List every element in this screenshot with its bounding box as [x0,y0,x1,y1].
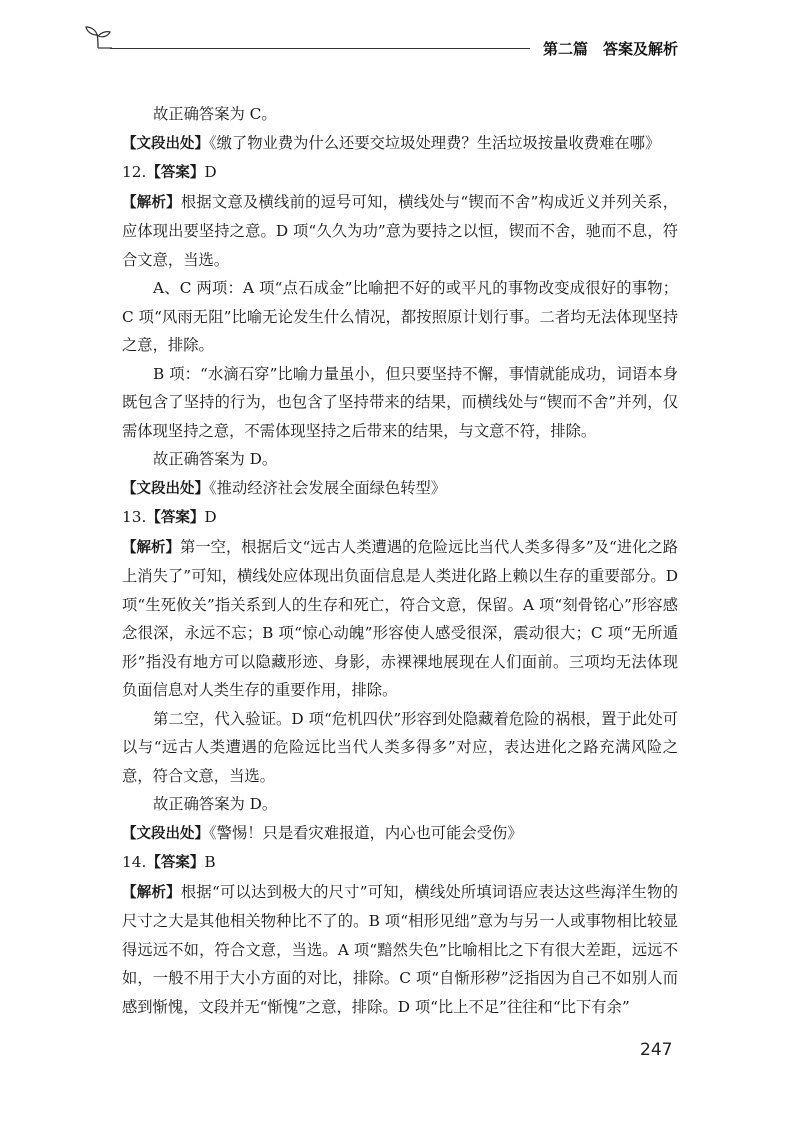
paragraph-text: 第二空，代入验证。D 项“危机四伏”形容到处隐藏着危险的祸根，置于此处可以与“远古人类遭遇的危险远比当代人类多得多”对应，表达进化之路充满风险之意，符合文意，当选。 [122,709,678,785]
paragraph [122,533,678,705]
paragraph-text: 《缴了物业费为什么还要交垃圾处理费？生活垃圾按量收费难在哪》 [209,133,661,152]
section-tag: 【文段出处】 [122,135,209,152]
paragraph [122,474,678,504]
paragraph-text: 故正确答案为 D。 [153,795,278,813]
paragraph [122,129,678,159]
paragraph [122,848,678,878]
section-tag: 【解析】 [122,539,181,556]
paragraph [122,790,678,819]
paragraph [122,360,678,446]
paragraph [122,503,678,533]
paragraph [122,819,678,849]
paragraph [122,445,678,474]
paragraph-text: D [204,163,217,181]
paragraph-text: A、C 两项：A 项“点石成金”比喻把不好的或平凡的事物改变成很好的事物；C 项“风雨无阻”比喻无论发生什么情况，都按照原计划行事。二者均无法体现坚持之意，排除。 [122,279,678,354]
paragraph-text: 故正确答案为 D。 [153,450,278,468]
section-tag: 【答案】 [146,855,205,871]
page-header [0,0,800,70]
paragraph-text: 《警惕！只是看灾难报道，内心也可能会受伤》 [209,823,523,842]
page-body [122,100,678,1021]
paragraph-text: 第一空，根据后文“远古人类遭遇的危险远比当代人类多得多”及“进化之路上消失了”可知，横线处应体现出负面信息是人类进化路上赖以生存的重要部分。D 项“生死攸关”指关系到人的生存和死亡，符合文意，保留。A 项“刻骨铭心”形容感念很深，永远不忘；B 项“惊心动魄”形容使人感受很深，震动很大；C 项“无所遁形”指没有地方可以隐藏形迹、身影，赤裸裸地展现在人们面前。三项均无法体现负面信息对人类生存的重要作用，排除。 [122,537,679,699]
header-rule [110,48,530,49]
paragraph [122,274,678,360]
question-number: 12. [122,163,147,181]
paragraph [122,878,678,1022]
section-tag: 【解析】 [122,884,181,901]
section-tag: 【文段出处】 [122,825,209,842]
section-tag: 【解析】 [122,194,181,211]
paragraph-text: 根据文意及横线前的逗号可知，横线处与“锲而不舍”构成近义并列关系，应体现出要坚持之意。D 项“久久为功”意为要持之以恒，锲而不舍，驰而不息，符合文意，当选。 [122,192,678,269]
paragraph-text: B 项：“水滴石穿”比喻力量虽小，但只要坚持不懈，事情就能成功，词语本身既包含了坚持的行为，也包含了坚持带来的结果，而横线处与“锲而不舍”并列，仅需体现坚持之意，不需体现坚持之后带来的结果，与文意不符，排除。 [122,364,678,440]
paragraph-text: 故正确答案为 C。 [153,105,277,123]
section-tag: 【文段出处】 [122,480,209,497]
question-number: 14. [122,853,147,871]
section-tag: 【答案】 [146,165,205,181]
header-title: 第二篇 答案及解析 [543,40,679,58]
paragraph [122,188,678,275]
question-number: 13. [122,508,147,526]
section-tag: 【答案】 [146,510,205,526]
paragraph-text: D [204,508,217,526]
paragraph [122,158,678,188]
paragraph-text: 根据“可以达到极大的尺寸”可知，横线处所填词语应表达这些海洋生物的尺寸之大是其他相关物种比不了的。B 项“相形见绌”意为与另一人或事物相比较显得远远不如，符合文意，当选。A 项“黯然失色”比喻相比之下有很大差距，远远不如，一般不用于大小方面的对比，排除。C 项“自惭形秽”泛指因为自己不如别人而感到惭愧，文段并无“惭愧”之意，排除。D 项“比上不足”往往和“比下有余” [122,882,678,1016]
paragraph-text: B [204,853,216,871]
paragraph [122,100,678,129]
paragraph [122,705,678,791]
paragraph-text: 《推动经济社会发展全面绿色转型》 [209,478,447,497]
sprout-icon [84,24,112,50]
page-number: 247 [640,1040,673,1060]
